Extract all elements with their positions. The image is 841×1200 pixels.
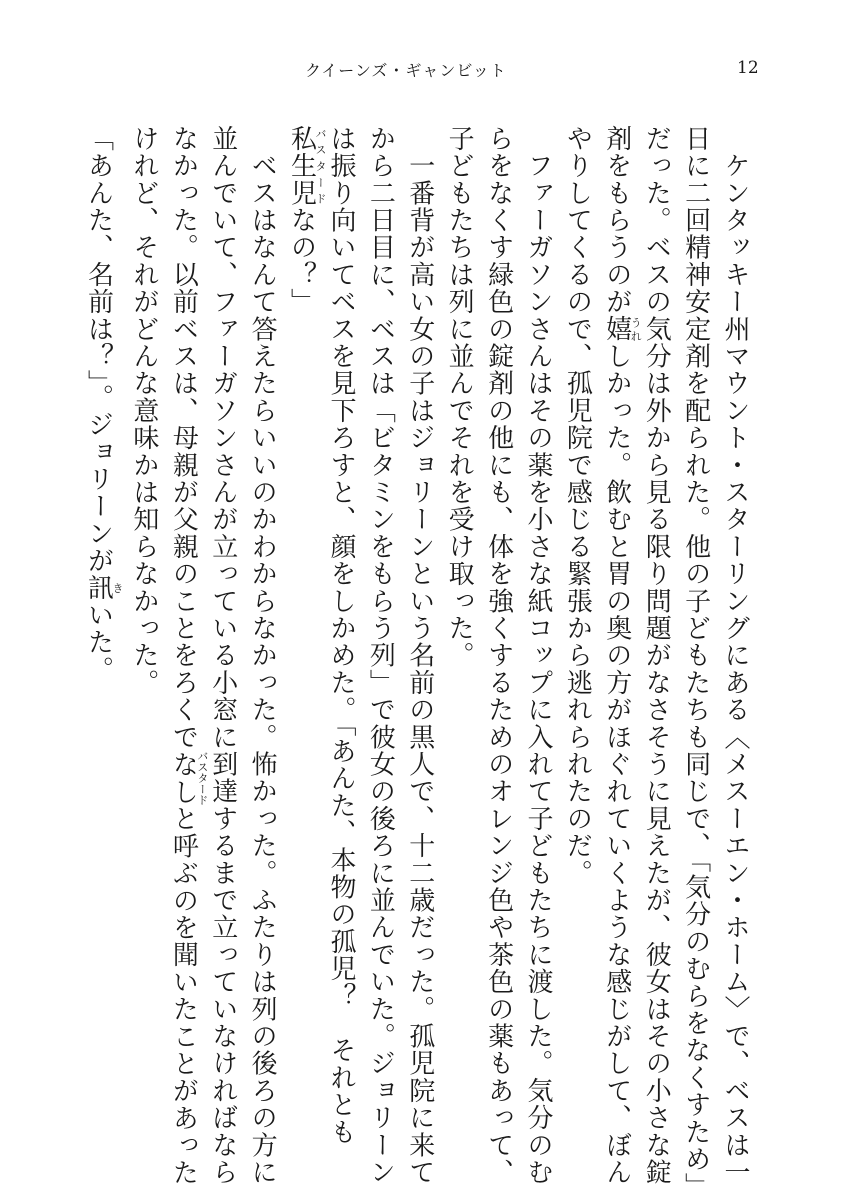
ruby-shiseiji <box>286 125 328 207</box>
paragraph-3 <box>281 125 439 1186</box>
paragraph-1 <box>557 125 754 1200</box>
paragraph-text: 「あんた、名前は？」。ジョリーンが <box>83 125 114 575</box>
paragraph-4 <box>124 125 282 1187</box>
paragraph-2 <box>439 125 557 1186</box>
paragraph-text: いた。 <box>83 601 114 684</box>
ruby-reading: バスタード <box>314 125 328 207</box>
running-title: クイーンズ・ギャンビット <box>305 61 507 80</box>
page-number: 12 <box>737 58 759 78</box>
paragraph-5 <box>78 125 123 1125</box>
ruby-kiita <box>83 574 124 602</box>
paragraph-text: 一番背が高い女の子はジョリーンという名前の黒人で、十二歳だった。孤児院に来て から二日目に、ベスは「ビタミンをもらう列」で彼女の後ろに並んでいた。ジョリーン は振り向いてベスを見下ろすと、顔をしかめた。「あんた、本物の孤児？ それとも <box>325 125 435 1186</box>
ruby-base: 嬉 <box>601 315 632 343</box>
paragraph-text: ケンタッキー州マウント・スターリングにある〈メスーエン・ホーム〉で、ベスは一 日に二回精神安定剤を配られた。他の子どもたちも同じで、「気分のむらをなくすため」 だった。ベスの気分は外から見る限り問題がなさそうに見えたが、彼女はその小さな錠 剤をもらうのが <box>601 125 750 1200</box>
paragraph-text: ベスはなんて答えたらいいのかわからなかった。怖かった。ふたりは列の後ろの方に 並んでいて、ファーガソンさんが立っている小窓に到達するまで立っていなければなら なかった。以前ベスは、母親が父親のことをろくで <box>168 125 278 1186</box>
ruby-reading: き <box>111 574 124 602</box>
page-header <box>0 58 841 84</box>
paragraph-text: と呼ぶのを聞いたことがあった けれど、それがどんな意味かは知らなかった。 <box>128 125 199 1187</box>
ruby-nashi <box>168 750 209 806</box>
ruby-reading: バスタード <box>195 750 209 806</box>
body-text <box>78 125 754 1200</box>
ruby-reading: うれ <box>629 315 643 343</box>
paragraph-text: ファーガソンさんはその薬を小さな紙コップに入れて子どもたちに渡した。気分のむ らをなくす緑色の錠剤の他にも、体を強くするためのオレンジ色や茶色の薬もあって、 子どもたちは列に並んでそれを受け取った。 <box>444 125 553 1186</box>
ruby-base: なし <box>168 750 199 806</box>
paragraph-text: なの？」 <box>286 206 317 316</box>
paragraph-text: しかった。飲むと胃の奥の方がほぐれていくような感じがして、ぼん やりしてくるので、孤児院で感じる緊張から逃れられたのだ。 <box>562 125 632 1186</box>
ruby-base: 私生児 <box>286 125 317 207</box>
ruby-base: 訊 <box>83 574 114 602</box>
ruby-ureshi <box>601 315 643 343</box>
